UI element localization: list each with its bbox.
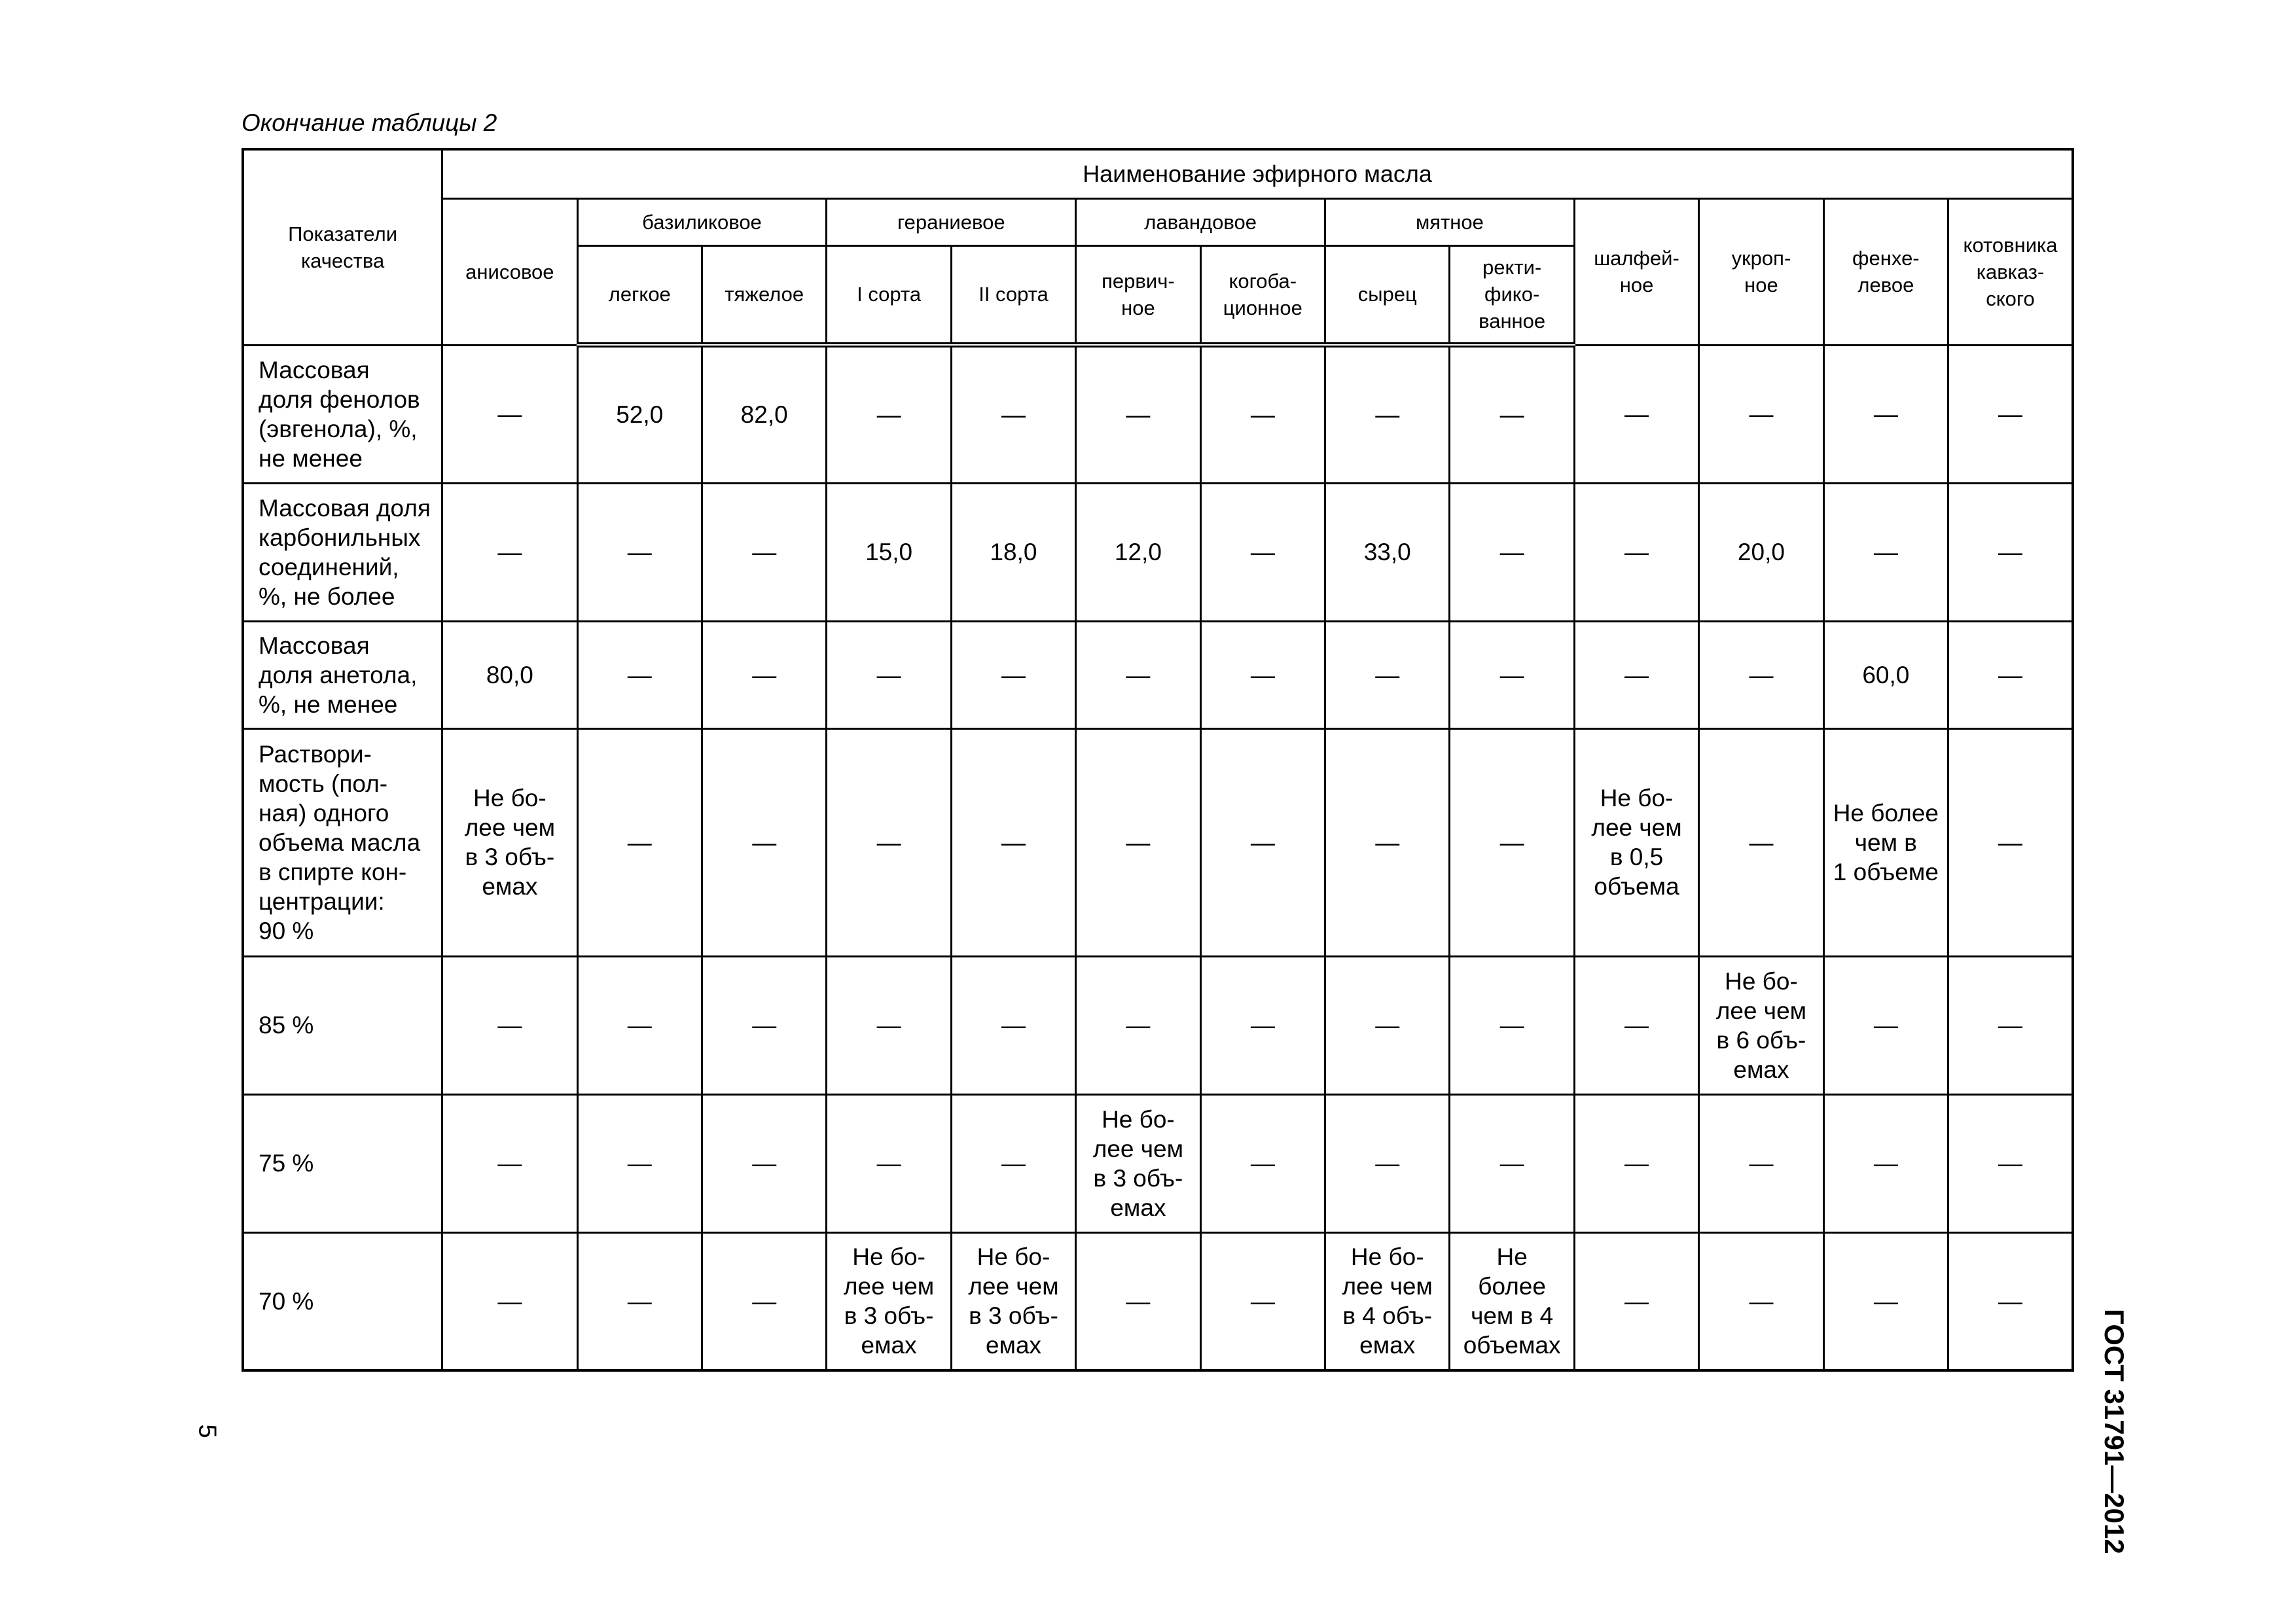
table-cell: 33,0	[1325, 483, 1450, 621]
col-lavender-cohobation: когоба- ционное	[1200, 245, 1325, 345]
table-cell: Не бо- лее чем в 3 объ- емах	[1076, 1094, 1200, 1232]
table-cell: —	[1699, 345, 1823, 483]
table-cell: —	[577, 621, 702, 728]
table-cell: —	[1076, 345, 1200, 483]
table-cell: —	[1200, 956, 1325, 1094]
table-cell: —	[702, 1094, 826, 1232]
table-cell: —	[1574, 345, 1698, 483]
table-cell: —	[1450, 483, 1574, 621]
table-cell: —	[1574, 483, 1698, 621]
table-cell: —	[1450, 1094, 1574, 1232]
table-cell: —	[1574, 956, 1698, 1094]
table-cell: —	[1200, 483, 1325, 621]
table-cell: —	[1948, 956, 2073, 1094]
table-cell: 12,0	[1076, 483, 1200, 621]
table-cell: —	[577, 1232, 702, 1370]
table-cell: Не бо- лее чем в 0,5 объема	[1574, 728, 1698, 956]
table-cell: Не бо- лее чем в 4 объ- емах	[1325, 1232, 1450, 1370]
table-cell: —	[1200, 728, 1325, 956]
table-row	[243, 621, 2073, 728]
table-cell: —	[1699, 621, 1823, 728]
table-cell: 20,0	[1699, 483, 1823, 621]
table-cell: —	[442, 483, 577, 621]
table-row	[243, 1094, 2073, 1232]
essential-oil-quality-table	[242, 148, 2074, 1372]
col-geranium-grade1: I сорта	[827, 245, 951, 345]
table-body	[243, 345, 2073, 1370]
col-mint-raw: сырец	[1325, 245, 1450, 345]
table-cell: —	[1948, 1232, 2073, 1370]
table-cell: —	[1325, 728, 1450, 956]
table-cell: 82,0	[702, 345, 826, 483]
oil-name-header: Наименование эфирного масла	[442, 149, 2073, 198]
table-cell: —	[442, 1232, 577, 1370]
table-row	[243, 483, 2073, 621]
table-cell: —	[1948, 345, 2073, 483]
table-row	[243, 345, 2073, 483]
row-label: 70 %	[243, 1232, 442, 1370]
col-basil-light: легкое	[577, 245, 702, 345]
table-cell: —	[827, 1094, 951, 1232]
table-cell: —	[1325, 956, 1450, 1094]
table-cell: —	[1325, 1094, 1450, 1232]
table-cell: —	[951, 345, 1075, 483]
table-cell: 60,0	[1823, 621, 1948, 728]
col-lavender-primary: первич- ное	[1076, 245, 1200, 345]
table-cell: —	[951, 1094, 1075, 1232]
table-cell: —	[577, 483, 702, 621]
col-mint-rectified: ректи- фико- ванное	[1450, 245, 1574, 345]
col-sage: шалфей- ное	[1574, 198, 1698, 345]
indicators-header: Показатели качества	[243, 149, 442, 345]
table-cell: —	[1200, 345, 1325, 483]
table-row	[243, 1232, 2073, 1370]
table-cell: Не более чем в 1 объеме	[1823, 728, 1948, 956]
table-cell: —	[577, 956, 702, 1094]
col-group-mint: мятное	[1325, 198, 1575, 245]
row-label: Массовая доля анетола, %, не менее	[243, 621, 442, 728]
table-cell: —	[951, 728, 1075, 956]
table-cell: —	[1450, 621, 1574, 728]
page-number: 5	[193, 1424, 221, 1438]
table-cell: —	[1076, 621, 1200, 728]
table-cell: —	[951, 621, 1075, 728]
table-cell: 80,0	[442, 621, 577, 728]
standard-code: ГОСТ 31791—2012	[2099, 1309, 2130, 1554]
table-cell: —	[1076, 956, 1200, 1094]
table-cell: —	[1699, 1232, 1823, 1370]
table-cell: —	[1823, 1094, 1948, 1232]
table-cell: Не бо- лее чем в 3 объ- емах	[951, 1232, 1075, 1370]
table-cell: —	[442, 345, 577, 483]
col-fennel: фенхе- левое	[1823, 198, 1948, 345]
table-cell: —	[827, 621, 951, 728]
table-cell: 18,0	[951, 483, 1075, 621]
row-label: Массовая доля карбонильных соединений, %, не более	[243, 483, 442, 621]
table-cell: —	[1948, 621, 2073, 728]
table-cell: —	[702, 483, 826, 621]
table-cell: —	[951, 956, 1075, 1094]
table-cell: —	[702, 956, 826, 1094]
table-caption: Окончание таблицы 2	[242, 109, 497, 136]
col-anise: анисовое	[442, 198, 577, 345]
table-cell: —	[1200, 1094, 1325, 1232]
table-cell: 52,0	[577, 345, 702, 483]
row-label: 75 %	[243, 1094, 442, 1232]
table-cell: Не более чем в 4 объемах	[1450, 1232, 1574, 1370]
table-cell: —	[1325, 345, 1450, 483]
table-cell: —	[1948, 1094, 2073, 1232]
table-cell: —	[1574, 621, 1698, 728]
table-cell: —	[1948, 728, 2073, 956]
table-cell: —	[702, 1232, 826, 1370]
row-label: Раствори- мость (пол- ная) одного объема масла в спирте кон- центрации: 90 %	[243, 728, 442, 956]
table-cell: —	[1699, 728, 1823, 956]
col-group-lavender: лавандовое	[1076, 198, 1325, 245]
table-cell: —	[1200, 1232, 1325, 1370]
table-cell: —	[827, 345, 951, 483]
col-geranium-grade2: II сорта	[951, 245, 1075, 345]
col-catnip: котовника кавказ- ского	[1948, 198, 2073, 345]
table-cell: —	[1948, 483, 2073, 621]
col-basil-heavy: тяжелое	[702, 245, 826, 345]
table-cell: —	[827, 956, 951, 1094]
table-cell: Не бо- лее чем в 3 объ- емах	[442, 728, 577, 956]
table-cell: —	[827, 728, 951, 956]
col-group-geranium: гераниевое	[827, 198, 1076, 245]
table-cell: —	[442, 1094, 577, 1232]
table-cell: —	[1076, 728, 1200, 956]
table-cell: Не бо- лее чем в 3 объ- емах	[827, 1232, 951, 1370]
table-cell: —	[577, 1094, 702, 1232]
table-cell: —	[1574, 1094, 1698, 1232]
table-row	[243, 956, 2073, 1094]
row-label: 85 %	[243, 956, 442, 1094]
table-cell: —	[1574, 1232, 1698, 1370]
table-cell: —	[442, 956, 577, 1094]
table-cell: —	[1450, 345, 1574, 483]
table-cell: —	[1699, 1094, 1823, 1232]
table-cell: —	[1200, 621, 1325, 728]
table-cell: —	[1823, 1232, 1948, 1370]
table-cell: —	[577, 728, 702, 956]
table-cell: —	[702, 621, 826, 728]
table-cell: Не бо- лее чем в 6 объ- емах	[1699, 956, 1823, 1094]
table-cell: —	[1823, 483, 1948, 621]
col-group-basil: базиликовое	[577, 198, 827, 245]
table-cell: —	[1450, 728, 1574, 956]
table-cell: —	[1076, 1232, 1200, 1370]
table-cell: —	[702, 728, 826, 956]
row-label: Массовая доля фенолов (эвгенола), %, не менее	[243, 345, 442, 483]
table-cell: 15,0	[827, 483, 951, 621]
table-cell: —	[1823, 956, 1948, 1094]
table-cell: —	[1450, 956, 1574, 1094]
table-cell: —	[1325, 621, 1450, 728]
table-row	[243, 728, 2073, 956]
table-cell: —	[1823, 345, 1948, 483]
col-dill: укроп- ное	[1699, 198, 1823, 345]
